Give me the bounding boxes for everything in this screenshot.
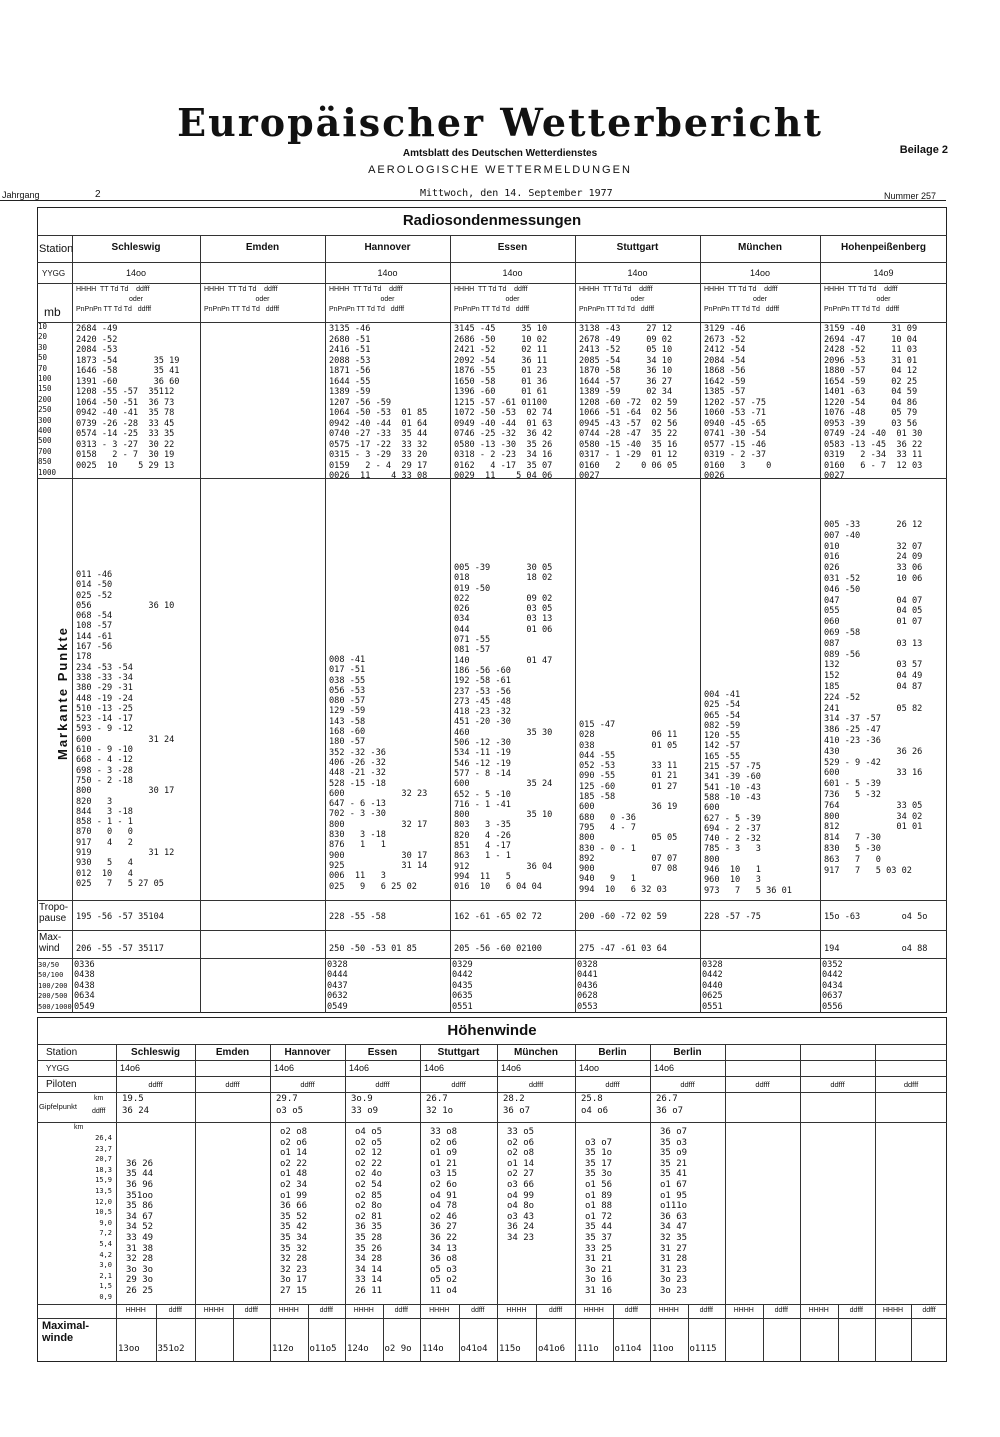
ddfff-header: ddfff bbox=[300, 1080, 315, 1089]
hw-station-name: Stuttgart bbox=[437, 1047, 480, 1058]
column-header-top: HHHH TT Td Td ddfff bbox=[454, 286, 528, 293]
column-header-oder: oder bbox=[255, 296, 270, 303]
grid-line bbox=[536, 1304, 537, 1362]
column-header-oder: oder bbox=[876, 296, 891, 303]
standard-level-data: 3145 -45 35 10 2686 -50 10 02 2421 -52 02 11 2092 -54 36 11 1876 -55 01 23 1650 -58 01 36 1396 -60 01 61 1215 -57 -61 01100 1072 -50 -53 02 74 0949 -40 -44 01 63 0746 -25 -32 36 42 0580 -13 -30 35 26 0318 - 2 -23 34 16 0162 4 -17 35 07 0029 11 5 04 06 bbox=[454, 324, 553, 481]
hhhh-header: HHHH bbox=[583, 1307, 604, 1314]
ddfff-header: ddfff bbox=[903, 1080, 919, 1089]
column-header-top: HHHH TT Td Td ddfff bbox=[329, 286, 403, 293]
hw-yygg-value: 14o6 bbox=[654, 1063, 675, 1073]
wind-shear-data: 0328 0442 0440 0625 0551 bbox=[702, 960, 723, 1012]
grid-line bbox=[37, 1304, 947, 1305]
header-rule bbox=[0, 200, 946, 201]
hhhh-header: HHHH bbox=[203, 1307, 224, 1314]
hw-yygg-value: 14oo bbox=[579, 1063, 600, 1073]
hw-station-name: Schleswig bbox=[131, 1047, 180, 1058]
jahrgang-label: Jahrgang bbox=[2, 190, 40, 200]
grid-line bbox=[725, 1044, 726, 1362]
wind-shear-data: 0352 0442 0434 0637 0556 bbox=[822, 960, 843, 1012]
grid-line bbox=[195, 1044, 196, 1362]
grid-line bbox=[325, 235, 326, 1013]
gipfel-ddfff-label: ddfff bbox=[92, 1108, 106, 1115]
yygg-label: YYGG bbox=[42, 269, 66, 278]
maxwind-value: 205 -56 -60 02100 bbox=[454, 944, 542, 954]
yygg-value: 14oo bbox=[377, 268, 398, 278]
grid-line bbox=[37, 1318, 947, 1319]
ddfff-header: ddfff bbox=[680, 1080, 695, 1089]
maximalwind-ddfff: o11o5 bbox=[309, 1344, 337, 1354]
radiosonde-title: Radiosondenmessungen bbox=[402, 212, 582, 229]
markante-punkte-label: Markante Punkte bbox=[55, 625, 70, 760]
gipfel-ddfff-value: 36 o7 bbox=[503, 1106, 531, 1116]
grid-line bbox=[37, 1092, 947, 1093]
maximalwind-hhhh: 114o bbox=[422, 1344, 444, 1354]
maximalwind-ddfff: o41o4 bbox=[460, 1344, 488, 1354]
yygg-value: 14oo bbox=[502, 268, 523, 278]
grid-line bbox=[37, 283, 947, 284]
hw-station-label: Station bbox=[46, 1047, 78, 1058]
grid-line bbox=[450, 235, 451, 1013]
maximalwind-hhhh: 11oo bbox=[652, 1344, 674, 1354]
beilage-label: Beilage 2 bbox=[899, 144, 948, 156]
grid-line bbox=[37, 1060, 947, 1061]
hw-yygg-value: 14o6 bbox=[424, 1063, 445, 1073]
km-level-list: 26,4 23,7 20,7 18,3 15,9 13,5 12,0 10,5 9,0 7,2 5,4 4,2 3,0 2,1 1,5 0,9 bbox=[95, 1134, 112, 1301]
column-header-bottom: PnPnPn TT Td Td ddfff bbox=[704, 306, 780, 313]
station-name: Hohenpeißenberg bbox=[840, 242, 926, 253]
station-name: Schleswig bbox=[111, 242, 161, 253]
hhhh-header: HHHH bbox=[733, 1307, 754, 1314]
grid-line bbox=[308, 1304, 309, 1362]
ddfff-header: ddfff bbox=[375, 1080, 390, 1089]
wind-shear-data: 0329 0442 0435 0635 0551 bbox=[452, 960, 473, 1012]
grid-line bbox=[37, 1044, 947, 1045]
gipfel-km-label: km bbox=[94, 1095, 104, 1102]
maximalwind-ddfff: o11o4 bbox=[614, 1344, 642, 1354]
standard-level-data: 2684 -49 2420 -52 2084 -53 1873 -54 35 19 1646 -58 35 41 1391 -60 36 60 1208 -55 -57 35112 1064 -50 -51 36 73 0942 -40 -41 35 78 0739 -26 -28 33 45 0574 -14 -25 33 35 0313 - 3 -27 30 22 0158 2 - 7 30 19 0025 10 5 29 13 bbox=[76, 324, 180, 471]
tropopause-value: 200 -60 -72 02 59 bbox=[579, 912, 667, 922]
grid-line bbox=[800, 1044, 801, 1362]
wind-shear-data: 0328 0441 0436 0628 0553 bbox=[577, 960, 598, 1012]
gipfel-km-value: 26.7 bbox=[656, 1094, 678, 1104]
maximalwind-ddfff: o2 9o bbox=[384, 1344, 412, 1354]
ddfff-header: ddfff bbox=[849, 1307, 863, 1314]
hw-station-name: Berlin bbox=[598, 1047, 627, 1058]
grid-line bbox=[838, 1304, 839, 1362]
wind-shear-data: 0328 0444 0437 0632 0549 bbox=[327, 960, 348, 1012]
markante-punkte-data: 015 -47 028 06 11 038 01 05 044 -55 052 -53 33 11 090 -55 01 21 125 -60 01 27 185 -58 600 36 19 680 0 -36 795 4 - 7 800 05 05 830 - 0 - 1 892 07 07 900 07 08 940 9 1 994 10 6 32 03 bbox=[579, 720, 678, 895]
ddfff-header: ddfff bbox=[225, 1080, 240, 1089]
gipfelpunkt-label: Gipfelpunkt bbox=[39, 1102, 77, 1111]
hoehenwind-data: o2 o8 o2 o6 o1 14 o2 22 o1 48 o2 34 o1 99 36 66 35 52 35 42 35 34 35 32 32 28 32 23 3o 17 27 15 bbox=[280, 1127, 308, 1296]
grid-line bbox=[156, 1304, 157, 1362]
column-header-oder: oder bbox=[505, 296, 520, 303]
grid-line bbox=[420, 1044, 421, 1362]
page-subtitle: Amtsblatt des Deutschen Wetterdienstes bbox=[402, 148, 598, 159]
ddfff-header: ddfff bbox=[699, 1307, 713, 1314]
yygg-value: 14o9 bbox=[873, 268, 894, 278]
column-header-top: HHHH TT Td Td ddfff bbox=[204, 286, 278, 293]
ddfff-header: ddfff bbox=[451, 1080, 466, 1089]
pressure-levels bbox=[38, 322, 72, 478]
markante-punkte-data: 005 -33 26 12 007 -40 010 32 07 016 24 09 026 33 06 031 -52 10 06 046 -50 047 04 07 055 04 05 060 01 07 069 -58 087 03 13 089 -56 132 03 57 152 04 49 185 04 87 224 -52 241 05 82 314 -37 -57 386 -25 -47 410 -23 -36 430 36 26 529 - 9 -42 600 33 16 601 - 5 -39 736 5 -32 764 33 05 800 34 02 812 01 01 814 7 -30 830 5 -30 863 7 0 917 7 5 03 02 bbox=[824, 520, 923, 876]
maxwind-value: 275 -47 -61 03 64 bbox=[579, 944, 667, 954]
hw-yygg-value: 14o6 bbox=[501, 1063, 522, 1073]
standard-level-data: 3129 -46 2673 -52 2412 -54 2084 -54 1868 -56 1642 -59 1385 -57 1202 -57 -75 1060 -53 -71 0940 -45 -65 0741 -30 -54 0577 -15 -46 0319 - 2 -37 0160 3 0 0026 bbox=[704, 324, 772, 481]
hoehenwind-data: 36 o7 35 o3 35 o9 35 21 35 41 o1 67 o1 95 o111o 36 63 34 47 32 35 31 27 31 28 31 23 3o 23 3o 23 bbox=[660, 1127, 688, 1296]
tropopause-label: Tropo-pause bbox=[39, 902, 69, 924]
grid-line bbox=[37, 1122, 947, 1123]
grid-line bbox=[37, 235, 947, 236]
gipfel-ddfff-value: 33 o9 bbox=[351, 1106, 379, 1116]
yygg-value: 14oo bbox=[749, 268, 771, 278]
hw-station-name: Berlin bbox=[673, 1047, 702, 1058]
hoehenwind-data: 33 o8 o2 o6 o1 o9 o1 21 o3 15 o2 6o o4 91 o4 78 o2 46 36 27 36 22 34 13 36 o8 o5 o3 o5 o2 11 o4 bbox=[430, 1127, 458, 1296]
grid-line bbox=[383, 1304, 384, 1362]
station-name: Hannover bbox=[364, 242, 411, 253]
maximalwind-hhhh: 112o bbox=[272, 1344, 294, 1354]
shear-label-list: 30/50 50/100 100/200 200/500 500/1000 bbox=[38, 961, 72, 1011]
column-header-top: HHHH TT Td Td ddfff bbox=[824, 286, 898, 293]
hw-station-name: Hannover bbox=[284, 1047, 331, 1058]
station-name: Emden bbox=[245, 242, 280, 253]
ddfff-header: ddfff bbox=[168, 1307, 182, 1314]
hoehenwind-data: 36 26 35 44 36 96 351oo 35 86 34 67 34 52 33 49 31 38 32 28 3o 3o 29 3o 26 25 bbox=[126, 1158, 154, 1296]
hhhh-header: HHHH bbox=[353, 1307, 374, 1314]
standard-level-data: 3138 -43 27 12 2678 -49 09 02 2413 -52 05 10 2085 -54 34 10 1870 -58 36 10 1644 -57 36 27 1389 -59 02 34 1208 -60 -72 02 59 1066 -51 -64 02 56 0945 -43 -57 02 56 0744 -28 -47 35 22 0580 -15 -40 35 16 0317 - 1 -29 01 12 0160 2 0 06 05 0027 bbox=[579, 324, 678, 481]
hhhh-header: HHHH bbox=[882, 1307, 904, 1314]
markante-punkte-data: 008 -41 017 -51 038 -55 056 -53 080 -57 129 -59 143 -58 168 -60 180 -57 352 -32 -36 406 -26 -32 448 -21 -32 528 -15 -18 600 32 23 647 - 6 -13 702 - 3 -30 800 32 17 830 3 -18 876 1 1 900 30 17 925 31 14 006 11 3 025 9 6 25 02 bbox=[329, 655, 428, 892]
ddfff-header: ddfff bbox=[244, 1307, 258, 1314]
gipfel-ddfff-value: o3 o5 bbox=[276, 1106, 304, 1116]
hhhh-header: HHHH bbox=[429, 1307, 450, 1314]
gipfel-km-value: 3o.9 bbox=[351, 1094, 373, 1104]
grid-line bbox=[575, 1044, 576, 1362]
ddfff-header: ddfff bbox=[319, 1307, 333, 1314]
hhhh-header: HHHH bbox=[506, 1307, 527, 1314]
hhhh-header: HHHH bbox=[278, 1307, 299, 1314]
grid-line bbox=[688, 1304, 689, 1362]
station-name: München bbox=[738, 242, 782, 253]
grid-line bbox=[116, 1044, 117, 1362]
maximalwind-ddfff: o1115 bbox=[689, 1344, 717, 1354]
station-label: Station bbox=[39, 243, 74, 255]
gipfel-km-value: 28.2 bbox=[503, 1094, 525, 1104]
km-levels bbox=[72, 1133, 116, 1303]
gipfel-ddfff-value: 32 1o bbox=[426, 1106, 454, 1116]
hw-station-name: Essen bbox=[367, 1047, 398, 1058]
grid-line bbox=[459, 1304, 460, 1362]
column-header-oder: oder bbox=[128, 296, 143, 303]
gipfel-km-value: 26.7 bbox=[426, 1094, 448, 1104]
grid-line bbox=[820, 235, 821, 1013]
grid-line bbox=[37, 1076, 947, 1077]
markante-punkte-data: 005 -39 30 05 018 18 02 019 -50 022 09 02 026 03 05 034 03 13 044 01 06 071 -55 081 -57 140 01 47 186 -56 -60 192 -58 -61 237 -53 -56 273 -45 -48 418 -23 -32 451 -20 -30 460 35 30 506 -12 -30 534 -11 -19 546 -12 -19 577 - 8 -14 600 35 24 652 - 5 -10 716 - 1 -41 800 35 10 803 3 -35 820 4 -26 851 4 -17 863 1 - 1 912 36 04 994 11 5 016 10 6 04 04 bbox=[454, 563, 553, 893]
column-header-bottom: PnPnPn TT Td Td ddfff bbox=[454, 306, 530, 313]
hhhh-header: HHHH bbox=[658, 1307, 679, 1314]
maximalwind-hhhh: 124o bbox=[347, 1344, 369, 1354]
wind-shear-data: 0336 0438 0438 0634 0549 bbox=[74, 960, 95, 1012]
issue-date: Mittwoch, den 14. September 1977 bbox=[420, 188, 613, 199]
ddfff-header: ddfff bbox=[471, 1307, 485, 1314]
grid-line bbox=[72, 235, 73, 1013]
column-header-bottom: PnPnPn TT Td Td ddfff bbox=[204, 306, 280, 313]
hoehenwind-data: 33 o5 o2 o6 o2 o8 o1 14 o2 27 o3 66 o4 99 o4 8o o3 43 36 24 34 23 bbox=[507, 1127, 535, 1243]
grid-line bbox=[650, 1044, 651, 1362]
maxwind-value: 250 -50 -53 01 85 bbox=[329, 944, 417, 954]
column-header-oder: oder bbox=[752, 296, 767, 303]
standard-level-data: 3159 -40 31 09 2694 -47 10 04 2428 -52 11 03 2096 -53 31 01 1880 -57 04 12 1654 -59 02 25 1401 -63 04 59 1220 -54 04 86 1076 -48 05 79 0953 -39 03 56 0749 -24 -40 01 30 0583 -13 -45 36 22 0319 2 -34 33 11 0160 6 - 7 12 03 0027 bbox=[824, 324, 923, 481]
hw-station-name: München bbox=[514, 1047, 558, 1058]
maxwind-label: Max-wind bbox=[39, 932, 62, 954]
grid-line bbox=[37, 900, 947, 901]
grid-line bbox=[37, 322, 947, 323]
maximalwind-ddfff: 351o2 bbox=[157, 1344, 185, 1354]
grid-line bbox=[37, 930, 947, 931]
maximalwind-hhhh: 115o bbox=[499, 1344, 521, 1354]
markante-punkte-data: 004 -41 025 -54 065 -54 082 -59 120 -55 142 -57 165 -55 215 -57 -75 341 -39 -60 541 -10 -43 588 -10 -43 600 627 - 5 -39 694 - 2 -37 740 - 2 -32 785 - 3 3 800 946 10 1 960 10 3 973 7 5 36 01 bbox=[704, 690, 792, 896]
gipfel-ddfff-value: o4 o6 bbox=[581, 1106, 609, 1116]
station-name: Essen bbox=[497, 242, 528, 253]
ddfff-header: ddfff bbox=[605, 1080, 620, 1089]
maximalwind-hhhh: 13oo bbox=[118, 1344, 140, 1354]
maximalwind-hhhh: 111o bbox=[577, 1344, 599, 1354]
ddfff-header: ddfff bbox=[394, 1307, 408, 1314]
standard-level-data: 3135 -46 2680 -51 2416 -51 2088 -53 1871 -56 1644 -55 1389 -59 1207 -56 -59 1064 -50 -53 01 85 0942 -40 -44 01 64 0740 -27 -33 35 44 0575 -17 -22 33 32 0315 - 3 -29 33 20 0159 2 - 4 29 17 0026 11 4 33 08 bbox=[329, 324, 428, 481]
hoehenwind-data: o3 o7 35 1o 35 17 35 3o o1 56 o1 89 o1 88 o1 72 35 44 35 37 33 25 31 21 3o 21 3o 16 31 16 bbox=[585, 1137, 613, 1296]
maxwind-value: 194 o4 88 bbox=[824, 944, 928, 954]
grid-line bbox=[497, 1044, 498, 1362]
km-levels-label: km bbox=[74, 1124, 84, 1131]
tropopause-value: 228 -55 -58 bbox=[329, 912, 386, 922]
hw-yygg-label: YYGG bbox=[46, 1064, 70, 1073]
gipfel-km-value: 19.5 bbox=[122, 1094, 144, 1104]
yygg-value: 14oo bbox=[627, 268, 648, 278]
ddfff-header: ddfff bbox=[148, 1080, 163, 1089]
ddfff-header: ddfff bbox=[922, 1307, 936, 1314]
grid-line bbox=[37, 958, 947, 959]
gipfel-ddfff-value: 36 24 bbox=[122, 1106, 150, 1116]
grid-line bbox=[613, 1304, 614, 1362]
ddfff-header: ddfff bbox=[774, 1307, 788, 1314]
column-header-top: HHHH TT Td Td ddfff bbox=[76, 286, 150, 293]
hoehenwind-data: o4 o5 o2 o5 o2 12 o2 22 o2 4o o2 54 o2 85 o2 8o o2 81 36 35 35 28 35 26 34 28 34 14 33 14 26 11 bbox=[355, 1127, 383, 1296]
page-title: Europäischer Wetterbericht bbox=[177, 100, 823, 145]
issue-number: Nummer 257 bbox=[883, 191, 936, 201]
column-header-top: HHHH TT Td Td ddfff bbox=[579, 286, 653, 293]
gipfel-km-value: 25.8 bbox=[581, 1094, 603, 1104]
pressure-level-list: 10 20 30 50 70 100 150 200 250 300 400 500 700 850 1000 bbox=[38, 322, 57, 477]
grid-line bbox=[345, 1044, 346, 1362]
hw-yygg-value: 14o6 bbox=[349, 1063, 370, 1073]
grid-line bbox=[911, 1304, 912, 1362]
column-header-bottom: PnPnPn TT Td Td ddfff bbox=[329, 306, 405, 313]
column-header-bottom: PnPnPn TT Td Td ddfff bbox=[76, 306, 152, 313]
ddfff-header: ddfff bbox=[528, 1080, 544, 1089]
column-header-bottom: PnPnPn TT Td Td ddfff bbox=[579, 306, 655, 313]
jahrgang-number: 2 bbox=[95, 189, 101, 200]
hw-station-name: Emden bbox=[215, 1047, 250, 1058]
hoehenwinde-title: Höhenwinde bbox=[447, 1022, 537, 1039]
maximalwind-ddfff: o41o6 bbox=[538, 1344, 566, 1354]
hhhh-header: HHHH bbox=[125, 1307, 146, 1314]
mb-label: mb bbox=[44, 305, 61, 319]
grid-line bbox=[270, 1044, 271, 1362]
hhhh-header: HHHH bbox=[808, 1307, 829, 1314]
column-header-top: HHHH TT Td Td ddfff bbox=[704, 286, 778, 293]
piloten-label: Piloten bbox=[46, 1079, 77, 1090]
grid-line bbox=[575, 235, 576, 1013]
grid-line bbox=[700, 235, 701, 1013]
ddfff-header: ddfff bbox=[755, 1080, 770, 1089]
maxwind-value: 206 -55 -57 35117 bbox=[76, 944, 164, 954]
tropopause-value: 195 -56 -57 35104 bbox=[76, 912, 164, 922]
hw-yygg-value: 14o6 bbox=[274, 1063, 295, 1073]
grid-line bbox=[233, 1304, 234, 1362]
ddfff-header: ddfff bbox=[830, 1080, 845, 1089]
page-subtitle-2: AEROLOGISCHE WETTERMELDUNGEN bbox=[368, 164, 632, 176]
tropopause-value: 162 -61 -65 02 72 bbox=[454, 912, 542, 922]
grid-line bbox=[763, 1304, 764, 1362]
shear-labels bbox=[38, 960, 72, 1012]
grid-line bbox=[875, 1044, 876, 1362]
maximalwinde-label: Maximal-winde bbox=[42, 1320, 90, 1344]
gipfel-ddfff-value: 36 o7 bbox=[656, 1106, 684, 1116]
hw-yygg-value: 14o6 bbox=[120, 1063, 141, 1073]
ddfff-header: ddfff bbox=[624, 1307, 638, 1314]
ddfff-header: ddfff bbox=[548, 1307, 563, 1314]
grid-line bbox=[200, 235, 201, 1013]
tropopause-value: 228 -57 -75 bbox=[704, 912, 761, 922]
gipfel-km-value: 29.7 bbox=[276, 1094, 298, 1104]
column-header-bottom: PnPnPn TT Td Td ddfff bbox=[824, 306, 900, 313]
column-header-oder: oder bbox=[380, 296, 395, 303]
markante-punkte-data: 011 -46 014 -50 025 -52 056 36 10 068 -54 108 -57 144 -61 167 -56 178 234 -53 -54 338 -33 -34 380 -29 -31 448 -19 -24 510 -13 -25 523 -14 -17 593 - 9 -12 600 31 24 610 - 9 -10 668 - 4 -12 698 - 3 -28 750 - 2 -18 800 30 17 820 3 844 3 -18 858 - 1 - 1 870 0 0 917 4 2 919 31 12 930 5 4 012 10 4 025 7 5 27 05 bbox=[76, 570, 175, 889]
station-name: Stuttgart bbox=[616, 242, 659, 253]
column-header-oder: oder bbox=[630, 296, 645, 303]
tropopause-value: 15o -63 o4 5o bbox=[824, 912, 928, 922]
grid-line bbox=[37, 262, 947, 263]
yygg-value: 14oo bbox=[125, 268, 147, 278]
